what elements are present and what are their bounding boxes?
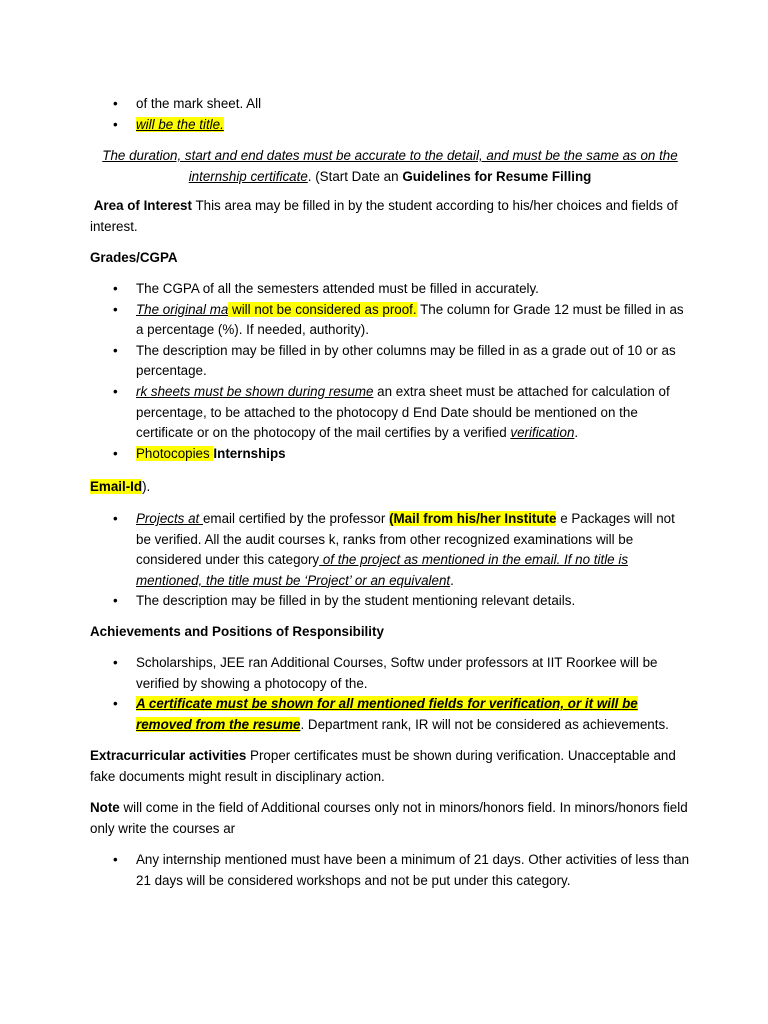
italic-text: verification xyxy=(510,425,575,441)
italic-text: rk sheets must be shown during resume xyxy=(136,383,374,399)
list-item xyxy=(90,653,690,694)
italic-text: Projects at xyxy=(136,511,203,526)
projects-bullet-list xyxy=(90,509,690,612)
italic-text: of the project as mentioned in the email. If no title is mentioned, the title must be ‘Project’ or an equivalent xyxy=(136,552,629,588)
extracurricular-text: Proper certificates must be shown during verification. Unacceptable and fake documents might result in disciplinary action. xyxy=(90,748,676,784)
email-id-tail: ). xyxy=(142,479,151,494)
duration-plain-text: . (Start Date an xyxy=(307,168,403,184)
list-item-text: of the mark sheet. All xyxy=(136,96,262,111)
list-item-text: . xyxy=(574,425,579,441)
list-item-text: The column for Grade 12 must be filled in as a percentage (%). If needed, authority). xyxy=(136,301,684,338)
internships-heading: Internships xyxy=(213,445,286,461)
list-item xyxy=(90,341,690,382)
list-item xyxy=(90,382,690,444)
note-paragraph xyxy=(90,798,690,839)
list-item xyxy=(90,279,690,300)
list-item-text: e Packages will not be verified. All the audit courses k, ranks from other recognized examinations will be considered under this category xyxy=(136,511,675,568)
list-item-text: The description may be filled in by the student mentioning relevant details. xyxy=(136,593,576,609)
extracurricular-label: Extracurricular activities xyxy=(90,748,247,763)
area-of-interest-label: Area of Interest xyxy=(93,198,192,213)
highlighted-text: A certificate must be shown for all mentioned fields for verification, or it will be removed from the resume xyxy=(136,696,638,732)
list-item xyxy=(90,115,690,136)
duration-paragraph xyxy=(90,146,690,187)
list-item-text: . Department rank, IR will not be considered as achievements. xyxy=(300,716,669,732)
list-item-text: an extra sheet must be attached for calculation of percentage, to be attached to the photocopy d End Date should be mentioned on the certificate or on the photocopy of the mail certifies by a verified xyxy=(136,383,670,441)
extracurricular-paragraph xyxy=(90,746,690,787)
list-item xyxy=(90,509,690,591)
achievements-heading: Achievements and Positions of Responsibility xyxy=(90,624,384,639)
email-id-label: Email-Id xyxy=(90,479,143,494)
email-id-paragraph xyxy=(90,477,690,498)
highlighted-text: will not be considered as proof. xyxy=(228,301,417,317)
top-bullet-list xyxy=(90,94,690,135)
highlighted-text: Photocopies xyxy=(136,445,214,461)
area-of-interest-text: This area may be filled in by the student according to his/her choices and fields of interest. xyxy=(90,198,678,234)
highlighted-title-text: will be the title. xyxy=(136,116,224,132)
list-item-text: The CGPA of all the semesters attended must be filled in accurately. xyxy=(136,281,539,296)
list-item xyxy=(90,94,690,115)
guidelines-bold-text: Guidelines for Resume Filling xyxy=(402,168,592,184)
note-label: Note xyxy=(90,800,120,815)
internship-bullet-list xyxy=(90,850,690,891)
list-item xyxy=(90,300,690,341)
list-item-text: Any internship mentioned must have been a minimum of 21 days. Other activities of less than 21 days will be considered workshops and not be put under this category. xyxy=(136,852,690,888)
grades-bullet-list xyxy=(90,279,690,464)
list-item-text: email certified by the professor xyxy=(202,511,390,526)
italic-text: The original ma xyxy=(136,301,229,317)
area-of-interest-paragraph xyxy=(90,196,690,237)
list-item xyxy=(90,694,690,735)
duration-italic-text: The duration, start and end dates must be accurate to the detail, and must be the same as on the internship certificate xyxy=(102,148,678,184)
note-text: will come in the field of Additional courses only not in minors/honors field. In minors/honors field only write the courses ar xyxy=(90,800,688,836)
list-item-text: The description may be filled in by other columns may be filled in as a grade out of 10 or as percentage. xyxy=(136,342,676,379)
grades-heading: Grades/CGPA xyxy=(90,250,178,265)
list-item xyxy=(90,850,690,891)
highlighted-text: (Mail from his/her Institute xyxy=(389,511,557,526)
list-item xyxy=(90,444,690,465)
achievements-bullet-list xyxy=(90,653,690,735)
list-item xyxy=(90,591,690,612)
list-item-text: . xyxy=(450,572,454,588)
list-item-text: Scholarships, JEE ran Additional Courses, Softw under professors at IIT Roorkee will be verified by showing a photocopy of the. xyxy=(136,655,658,691)
